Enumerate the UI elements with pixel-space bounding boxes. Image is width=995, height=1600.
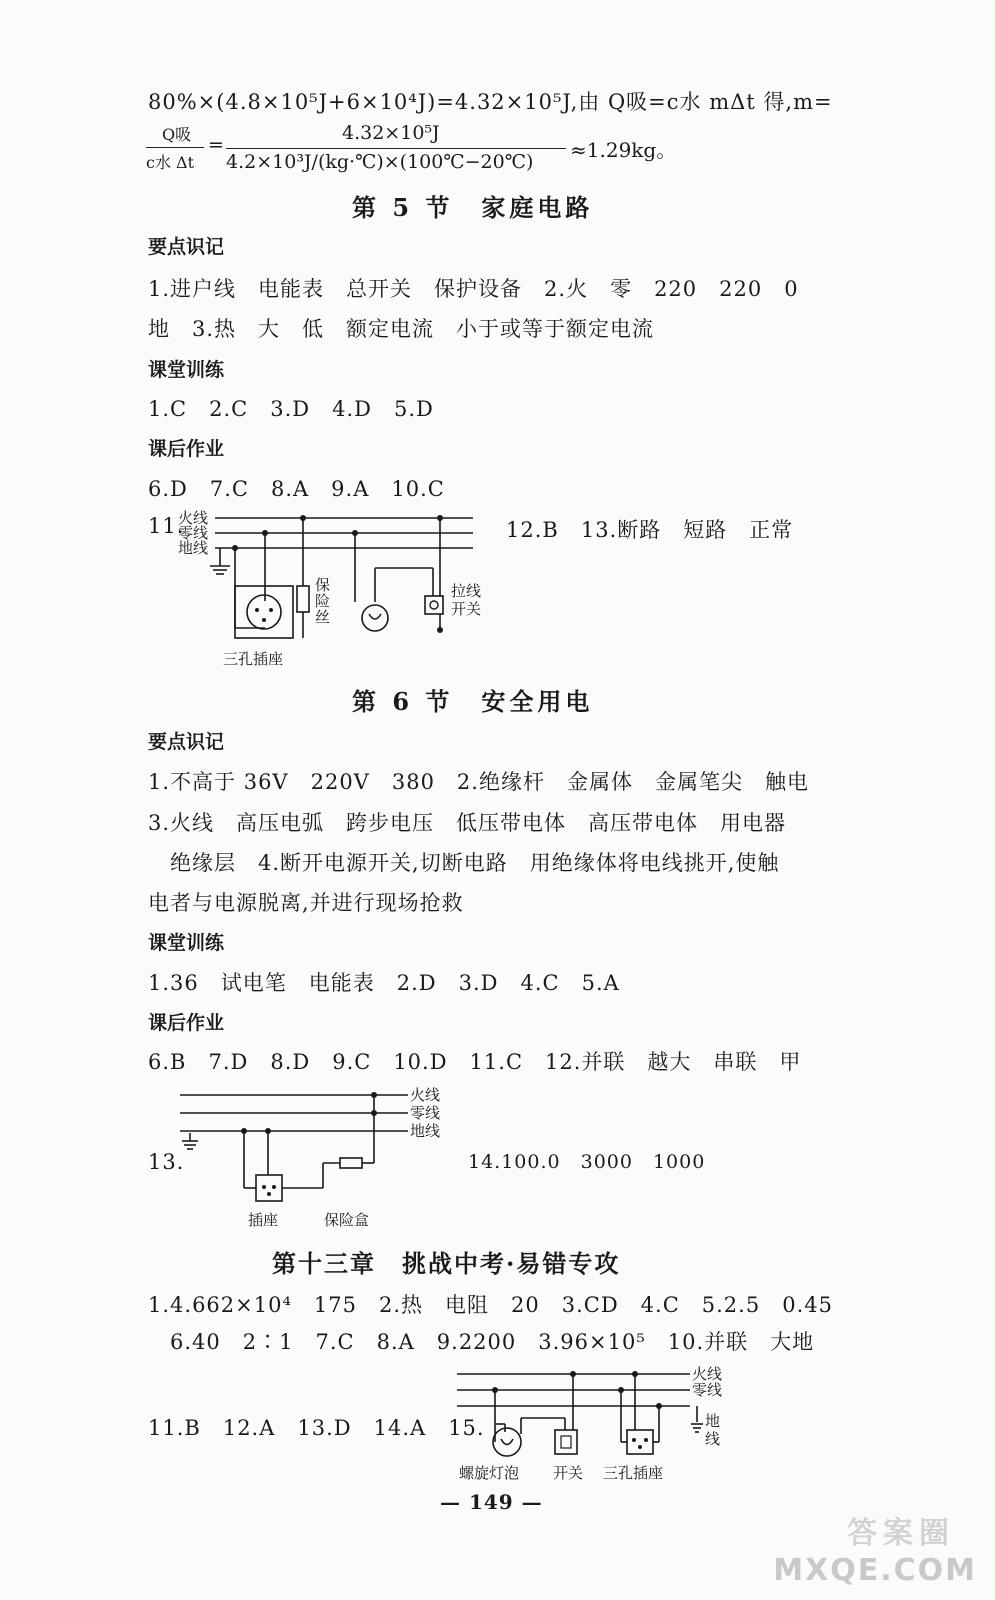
sec5-subheading-key-points: 要点识记	[148, 236, 225, 258]
fraction-1-numerator: Q吸	[162, 125, 192, 144]
circuit-diagram-15	[455, 1362, 755, 1484]
d1-fuse-label-1: 保	[315, 576, 331, 594]
sec6-answer-line-7: 14.100.0 3000 1000	[468, 1151, 706, 1173]
sec5-answer-line-2: 地 3.热 大 低 额定电流 小于或等于额定电流	[148, 317, 655, 341]
fraction-1-denominator: c水 Δt	[146, 153, 195, 172]
sec6-subheading-key-points: 要点识记	[148, 731, 225, 753]
d1-live-label: 火线	[178, 509, 209, 527]
sec6-answer-line-5: 1.36 试电笔 电能表 2.D 3.D 4.C 5.A	[148, 971, 620, 995]
d3-socket-label: 三孔插座	[603, 1464, 664, 1482]
ch13-answer-line-3: 11.B 12.A 13.D 14.A 15.	[148, 1416, 485, 1440]
d1-ground-label: 地线	[178, 539, 209, 557]
question-13-label: 13.	[148, 1150, 185, 1174]
sec6-answer-line-2: 3.火线 高压电弧 跨步电压 低压带电体 高压带电体 用电器	[148, 811, 787, 835]
d1-fuse-label-2: 险	[315, 592, 331, 610]
section-5-title: 第 5 节 家庭电路	[352, 193, 594, 222]
sec6-answer-line-1: 1.不高于 36V 220V 380 2.绝缘杆 金属体 金属笔尖 触电	[148, 770, 809, 794]
d2-fuse-box-label: 保险盒	[324, 1211, 370, 1229]
fraction-1-bar	[146, 147, 204, 148]
d3-live-label: 火线	[692, 1365, 723, 1383]
sec5-answer-line-5: 12.B 13.断路 短路 正常	[506, 518, 794, 542]
sec6-answer-line-6: 6.B 7.D 8.D 9.C 10.D 11.C 12.并联 越大 串联 甲	[148, 1050, 802, 1074]
sec6-answer-line-4: 电者与电源脱离,并进行现场抢救	[148, 891, 464, 915]
sec5-subheading-class-training: 课堂训练	[148, 359, 225, 381]
circuit-diagram-13	[178, 1083, 468, 1233]
d1-fuse-label-3: 丝	[315, 608, 331, 626]
d2-socket-label: 插座	[248, 1211, 279, 1229]
page-number: — 149 —	[440, 1490, 543, 1514]
fraction-2-bar	[226, 148, 566, 149]
watermark-logo: 答案圈	[847, 1516, 955, 1551]
ch13-answer-line-2: 6.40 2∶1 7.C 8.A 9.2200 3.96×10⁵ 10.并联 大地	[170, 1330, 815, 1354]
fraction-2-numerator: 4.32×10⁵J	[342, 122, 440, 144]
watermark-url: MXQE.COM	[773, 1553, 977, 1588]
sec5-answer-line-1: 1.进户线 电能表 总开关 保护设备 2.火 零 220 220 0	[148, 277, 799, 301]
equals-sign: =	[208, 134, 224, 156]
sec6-answer-line-3: 绝缘层 4.断开电源开关,切断电路 用绝缘体将电线挑开,使触	[170, 851, 780, 875]
d1-socket-label: 三孔插座	[223, 650, 284, 668]
d2-neutral-label: 零线	[410, 1104, 441, 1122]
d3-switch-label: 开关	[553, 1464, 584, 1482]
d2-ground-label: 地线	[410, 1122, 441, 1140]
chapter-13-title: 第十三章 挑战中考·易错专攻	[272, 1249, 621, 1278]
formula-result: ≈1.29kg。	[570, 138, 677, 162]
sec6-subheading-homework: 课后作业	[148, 1012, 225, 1034]
d3-ground-label-1: 地	[705, 1412, 721, 1430]
d3-neutral-label: 零线	[692, 1381, 723, 1399]
d1-switch-label-1: 拉线	[451, 582, 482, 600]
d1-neutral-label: 零线	[178, 524, 209, 542]
d1-switch-label-2: 开关	[451, 600, 482, 618]
formula-line1: 80%×(4.8×10⁵J+6×10⁴J)=4.32×10⁵J,由 Q吸=c水 mΔt 得,m=	[148, 90, 833, 114]
sec6-subheading-class-training: 课堂训练	[148, 932, 225, 954]
ch13-answer-line-1: 1.4.662×10⁴ 175 2.热 电阻 20 3.CD 4.C 5.2.5 0.45	[148, 1293, 833, 1317]
section-6-title: 第 6 节 安全用电	[352, 687, 594, 716]
d3-bulb-label: 螺旋灯泡	[459, 1464, 520, 1482]
question-11-label: 11.	[148, 514, 185, 538]
d2-live-label: 火线	[410, 1086, 441, 1104]
fraction-2-denominator: 4.2×10³J/(kg·℃)×(100℃−20℃)	[226, 151, 534, 173]
sec5-answer-line-4: 6.D 7.C 8.A 9.A 10.C	[148, 477, 445, 501]
circuit-diagram-11	[175, 506, 495, 678]
d3-ground-label-2: 线	[705, 1430, 721, 1448]
sec5-subheading-homework: 课后作业	[148, 438, 225, 460]
sec5-answer-line-3: 1.C 2.C 3.D 4.D 5.D	[148, 397, 434, 421]
